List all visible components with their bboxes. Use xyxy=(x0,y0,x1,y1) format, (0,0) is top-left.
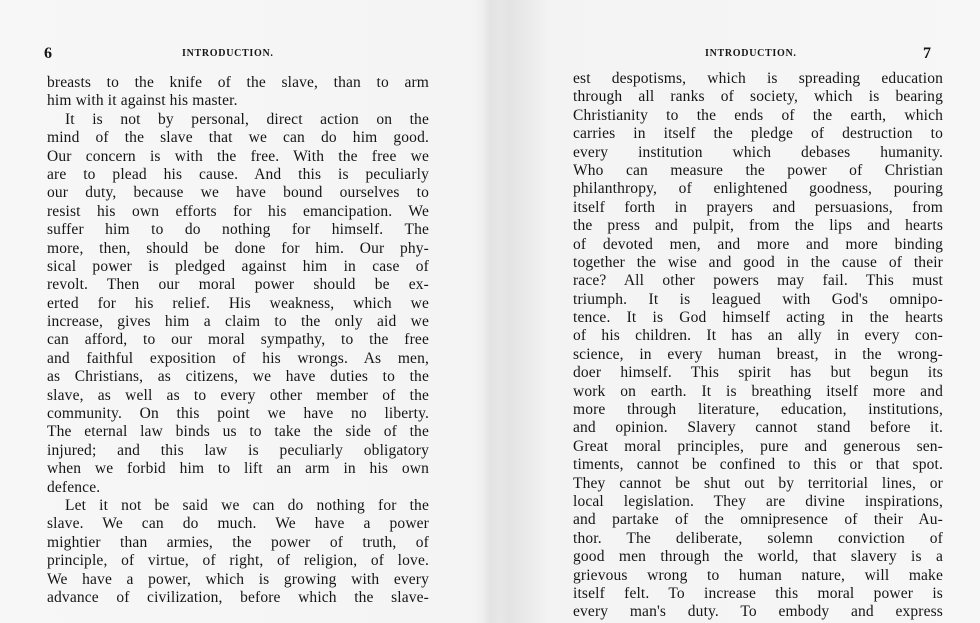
text-line: mightier than armies, the power of truth, of xyxy=(47,533,429,551)
text-line: principle, of virtue, of right, of religion, of love. xyxy=(47,552,429,570)
text-line: increase, gives him a claim to the only aid we xyxy=(47,313,429,331)
running-head: INTRODUCTION. xyxy=(705,48,797,59)
text-line: of his children. It has an ally in every con- xyxy=(573,327,943,345)
right-page xyxy=(490,0,980,623)
text-line: revolt. Then our moral power should be ex- xyxy=(47,276,429,294)
text-line: community. On this point we have no liberty. xyxy=(47,405,429,423)
text-line: Let it not be said we can do nothing for the xyxy=(65,496,429,514)
text-line: the press and pulpit, from the lips and hearts xyxy=(573,217,943,235)
text-line: more, then, should be done for him. Our phy- xyxy=(47,239,429,257)
text-line: The eternal law binds us to take the side of the xyxy=(47,423,429,441)
text-line: more through literature, education, institutions, xyxy=(573,401,943,419)
text-line: tence. It is God himself acting in the hearts xyxy=(573,309,943,327)
text-line: as Christians, as citizens, we have duties to the xyxy=(47,368,429,386)
text-line: itself forth in prayers and persuasions, from xyxy=(573,198,943,216)
running-head: INTRODUCTION. xyxy=(182,48,274,59)
text-line: our duty, because we have bound ourselves to xyxy=(47,184,429,202)
text-line: breasts to the knife of the slave, than to arm xyxy=(47,74,429,91)
text-line: race? All other powers may fail. This must xyxy=(573,272,943,290)
text-line: timents, cannot be confined to this or that spot. xyxy=(573,456,943,474)
text-line: We have a power, which is growing with every xyxy=(47,570,429,588)
text-line: science, in every human breast, in the wrong- xyxy=(573,345,943,363)
text-line: doer himself. This spirit has but begun its xyxy=(573,364,943,382)
text-line: when we forbid him to lift an arm in his own xyxy=(47,460,429,478)
page-number: 7 xyxy=(923,45,931,62)
text-line: injured; and this law is peculiarly obligatory xyxy=(47,441,429,459)
text-line: and faithful exposition of his wrongs. As men, xyxy=(47,349,429,367)
text-line: philanthropy, of enlightened goodness, pouring xyxy=(573,180,943,198)
text-line: can afford, to our moral sympathy, to the free xyxy=(47,331,429,349)
text-line: advance of civilization, before which the slave- xyxy=(47,588,429,606)
text-line: and opinion. Slavery cannot stand before it. xyxy=(573,419,943,437)
page-number: 6 xyxy=(44,45,52,62)
text-line: good men through the world, that slavery is a xyxy=(573,548,943,566)
body-text xyxy=(573,70,943,622)
text-line: carries in itself the pledge of destruction to xyxy=(573,125,943,143)
text-line: Who can measure the power of Christian xyxy=(573,161,943,179)
text-line: local legislation. They are divine inspirations, xyxy=(573,492,943,510)
text-line: slave, as well as to every other member of the xyxy=(47,386,429,404)
text-line: defence. xyxy=(47,478,101,496)
text-line: are to plead his cause. And this is peculiarly xyxy=(47,165,429,183)
text-line: of devoted men, and more and more binding xyxy=(573,235,943,253)
text-line: slave. We can do much. We have a power xyxy=(47,515,429,533)
text-line: It is not by personal, direct action on the xyxy=(65,110,429,128)
text-line: every institution which debases humanity. xyxy=(573,143,943,161)
text-line: thor. The deliberate, solemn conviction of xyxy=(573,529,943,547)
text-line: They cannot be shut out by territorial lines, or xyxy=(573,474,943,492)
body-text xyxy=(47,74,429,607)
text-line: mind of the slave that we can do him good. xyxy=(47,129,429,147)
text-line: every man's duty. To embody and express xyxy=(573,603,943,621)
text-line: and partake of the omnipresence of their Au- xyxy=(573,511,943,529)
text-line: est despotisms, which is spreading education xyxy=(573,70,943,87)
text-line: Christianity to the ends of the earth, which xyxy=(573,106,943,124)
text-line: itself felt. To increase this moral power is xyxy=(573,584,943,602)
text-line: him with it against his master. xyxy=(47,92,238,110)
text-line: together the wise and good in the cause of their xyxy=(573,253,943,271)
text-line: triumph. It is leagued with God's omnipo- xyxy=(573,290,943,308)
text-line: suffer him to do nothing for himself. The xyxy=(47,221,429,239)
text-line: resist his own efforts for his emancipation. We xyxy=(47,202,429,220)
text-line: Our concern is with the free. With the free we xyxy=(47,147,429,165)
text-line: erted for his relief. His weakness, which we xyxy=(47,294,429,312)
text-line: through all ranks of society, which is bearing xyxy=(573,88,943,106)
text-line: Great moral principles, pure and generous sen- xyxy=(573,437,943,455)
text-line: sical power is pledged against him in case of xyxy=(47,257,429,275)
text-line: grievous wrong to human nature, will make xyxy=(573,566,943,584)
text-line: work on earth. It is breathing itself more and xyxy=(573,382,943,400)
